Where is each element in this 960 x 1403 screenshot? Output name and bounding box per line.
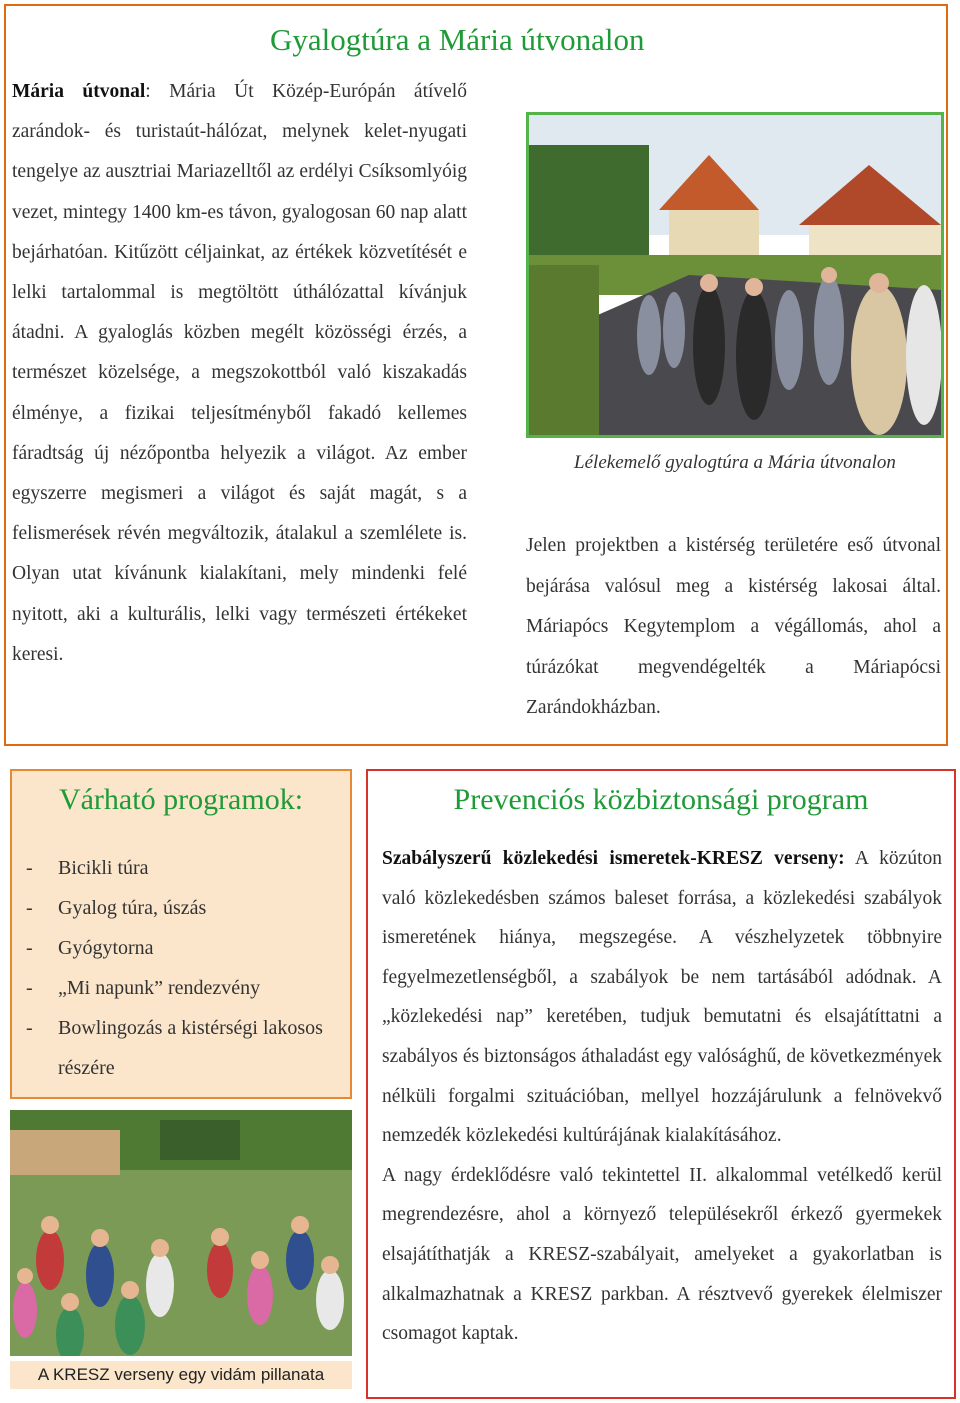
programs-list	[26, 848, 348, 1088]
list-dash: -	[26, 857, 33, 879]
list-item	[26, 1008, 348, 1088]
prevention-lead: Szabályszerű közlekedési ismeretek-KRESZ verseny:	[382, 848, 845, 869]
prevention-paragraph-2: A nagy érdeklődésre való tekintettel II. alkalommal vetélkedő kerül megrendezésre, ahol a környező településekről érkező gyermekek elsajátíthatják a KRESZ-szabályait, amelyeket a gyakorlatban is alkalmazhatnak a KRESZ parkban. A résztvevő gyerekek élelmiszer csomagot kaptak.	[382, 1164, 942, 1345]
pilgrimage-photo-illustration	[529, 115, 941, 435]
list-dash: -	[26, 1017, 33, 1039]
intro-text: : Mária Út Közép-Európán átívelő zarándok- és turistaút-hálózat, melynek kelet-nyugati tengelye az ausztriai Mariazelltől az erdélyi Csíksomlyóig vezet, mintegy 1400 km-es távon, gyalogosan 60 nap alatt bejárhatóan. Kitűzött céljainkat, az értékek közvetítését e lelki tartalommal is megtöltött úthálózattal kívánjuk átadni. A gyaloglás közben megélt közösségi érzés, a természet közelsége, a megszokottból való kiszakadás élménye, a fizikai teljesítményből fakadó kellemes fáradtság új nézőpontba helyezik a világot. Az ember egyszerre megismeri a világot és saját magát, s a felismerések révén megváltozik, átalakul a szemlélete is. Olyan utat kívánunk kialakítani, mely mindenki felé nyitott, aki a kulturális, lelki vagy természeti értékeket keresi.	[12, 81, 467, 665]
list-item-text: Bowlingozás a kistérségi lakosos részére	[58, 1017, 323, 1079]
prevention-text	[382, 839, 942, 1354]
prevention-box	[366, 769, 956, 1399]
list-item	[26, 848, 348, 888]
list-item	[26, 928, 348, 968]
kresz-photo-illustration	[10, 1110, 352, 1356]
list-item-text: „Mi napunk” rendezvény	[58, 977, 261, 999]
intro-label: Mária útvonal	[12, 81, 146, 102]
pilgrimage-photo-caption: Lélekemelő gyalogtúra a Mária útvonalon	[574, 452, 896, 473]
page-title: Gyalogtúra a Mária útvonalon	[270, 22, 645, 57]
programs-title: Várható programok:	[58, 783, 304, 816]
list-dash: -	[26, 977, 33, 999]
kresz-photo	[10, 1110, 352, 1356]
list-dash: -	[26, 897, 33, 919]
kresz-photo-caption: A KRESZ verseny egy vidám pillanata	[10, 1361, 352, 1389]
pilgrimage-photo	[526, 112, 944, 438]
prevention-paragraph-1-text: A közúton való közlekedésben számos baleset forrása, a közlekedési szabályok ismeretének hiánya, megszegése. A vészhelyzetek többnyire fegyelmezetlenségből, a szabályok be nem tartásából adódnak. A „közlekedési nap” keretében, tudjuk bemutatni és elsajátíttatni a szabályos és biztonságos áthaladást egy valósághű, de következmények nélküli forgalmi szituációban, mellyel hozzájárulunk a felnövekvő nemzedék közlekedési kultúrájának kialakításához.	[382, 848, 942, 1147]
intro-paragraph	[12, 72, 467, 675]
project-paragraph: Jelen projektben a kistérség területére eső útvonal bejárása valósul meg a kistérség lakosai által. Máriapócs Kegytemplom a végállomás, ahol a túrázókat megvendégelték a Máriapócsi Zarándokházban.	[526, 535, 941, 718]
list-item	[26, 968, 348, 1008]
list-item-text: Gyógytorna	[58, 937, 154, 959]
list-item-text: Gyalog túra, úszás	[58, 897, 207, 919]
programs-box	[10, 769, 352, 1099]
list-dash: -	[26, 937, 33, 959]
list-item-text: Bicikli túra	[58, 857, 149, 879]
prevention-title: Prevenciós közbiztonsági program	[453, 783, 869, 816]
list-item	[26, 888, 348, 928]
prevention-paragraph-1	[382, 839, 942, 1156]
